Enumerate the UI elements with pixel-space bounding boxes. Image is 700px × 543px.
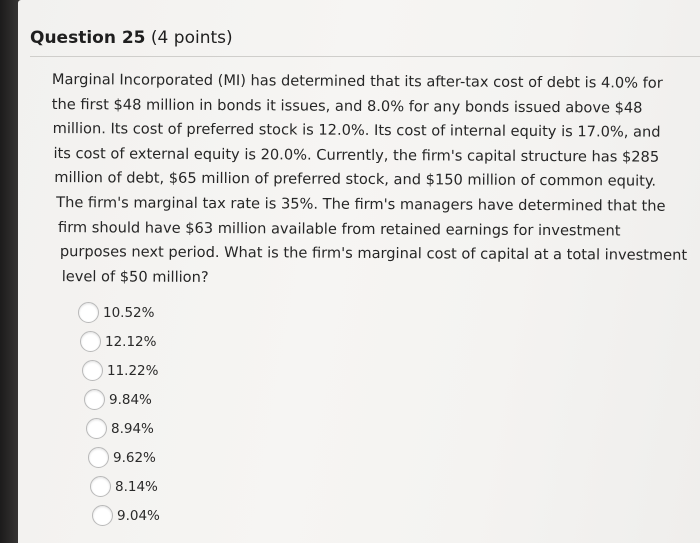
answer-option-label: 10.52%: [103, 304, 155, 321]
answer-option[interactable]: [86, 414, 160, 443]
question-title: Question 25: [30, 28, 146, 48]
radio-button[interactable]: [82, 360, 103, 381]
prompt-line: its cost of external equity is 20.0%. Currently, the firm's capital structure has $285: [53, 144, 660, 166]
radio-button[interactable]: [84, 389, 105, 410]
answer-option[interactable]: [92, 501, 160, 530]
prompt-line: firm should have $63 million available from retained earnings for investment: [57, 218, 621, 240]
answer-option[interactable]: [80, 327, 160, 356]
question-prompt: [51, 68, 692, 293]
question-points: (4 points): [150, 28, 233, 48]
prompt-line: level of $50 million?: [61, 267, 209, 286]
answer-option[interactable]: [88, 443, 160, 472]
answer-option-label: 9.62%: [113, 449, 156, 466]
answer-option[interactable]: [82, 356, 160, 385]
quiz-page: [18, 0, 700, 543]
answer-option-label: 11.22%: [107, 362, 159, 379]
header-divider: [30, 56, 700, 57]
radio-button[interactable]: [90, 476, 111, 497]
prompt-line: purposes next period. What is the firm's marginal cost of capital at a total investment: [59, 243, 688, 265]
answer-option-label: 9.84%: [109, 391, 152, 408]
radio-button[interactable]: [86, 418, 107, 439]
answer-option[interactable]: [90, 472, 160, 501]
answer-option[interactable]: [78, 298, 160, 327]
radio-button[interactable]: [78, 302, 99, 323]
answer-option-label: 8.94%: [111, 420, 154, 437]
answer-options: [78, 298, 160, 530]
prompt-line: Marginal Incorporated (MI) has determined that its after-tax cost of debt is 4.0% for: [51, 70, 663, 92]
answer-option-label: 9.04%: [117, 507, 160, 524]
answer-option-label: 12.12%: [105, 333, 157, 350]
prompt-line: million. Its cost of preferred stock is 12.0%. Its cost of internal equity is 17.0%, and: [52, 120, 661, 141]
answer-option[interactable]: [84, 385, 160, 414]
answer-option-label: 8.14%: [115, 478, 158, 495]
question-header: [30, 28, 233, 48]
prompt-line: The firm's marginal tax rate is 35%. The firm's managers have determined that the: [56, 193, 666, 215]
radio-button[interactable]: [80, 331, 101, 352]
radio-button[interactable]: [88, 447, 109, 468]
prompt-line: million of debt, $65 million of preferred stock, and $150 million of common equity.: [54, 169, 657, 191]
prompt-line: the first $48 million in bonds it issues, and 8.0% for any bonds issued above $48: [51, 95, 643, 117]
radio-button[interactable]: [92, 505, 113, 526]
